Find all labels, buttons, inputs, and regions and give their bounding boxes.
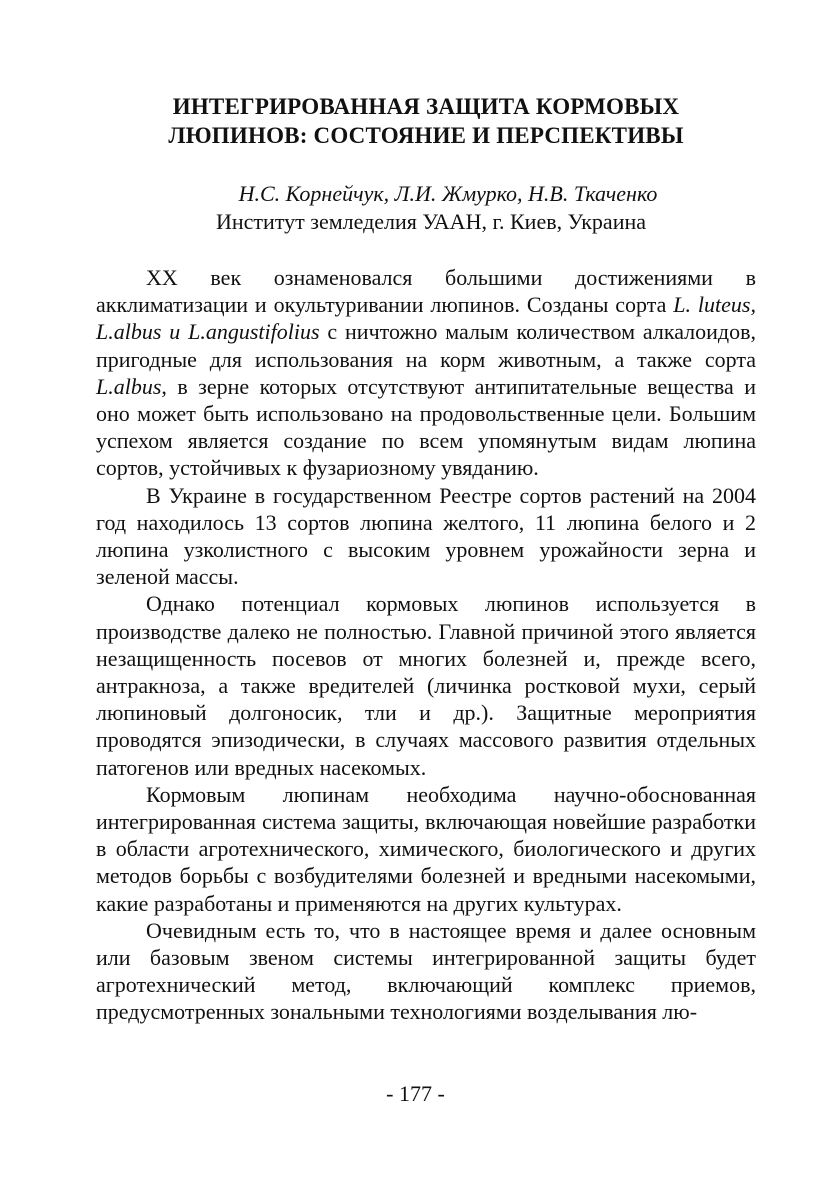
species-names: L. luteus, L.albus и L.angustifolius xyxy=(96,292,756,345)
authors: Н.С. Корнейчук, Л.И. Жмурко, Н.В. Ткаченко xyxy=(238,181,658,206)
title-line-2: ЛЮПИНОВ: СОСТОЯНИЕ И ПЕРСПЕКТИВЫ xyxy=(168,123,684,148)
paragraph-5: Очевидным есть то, что в настоящее время и далее основным или базовым звеном системы интегрированной защиты будет агротехнический метод, включающий комплекс приемов, предусмотренных зональными технологиями возделывания лю- xyxy=(96,917,756,1025)
paragraph-3: Однако потенциал кормовых люпинов используется в производстве далеко не полностью. Главной причиной этого является незащищенность посевов от многих болезней и, прежде всего, антракноза, а также вредителей (личинка ростковой мухи, серый люпиновый долгоносик, тли и др.). Защитные мероприятия проводятся эпизодически, в случаях массового развития отдельных патогенов или вредных насекомых. xyxy=(96,591,756,780)
title-line-1: ИНТЕГРИРОВАННАЯ ЗАЩИТА КОРМОВЫХ xyxy=(172,94,680,119)
document-page xyxy=(96,92,756,1026)
institute: Институт земледелия УААН, г. Киев, Украина xyxy=(216,209,646,234)
paragraph-1-text-c: с ничтожно малым количеством алкалоидов, пригодные для использования на корм животным, а также сорта xyxy=(96,319,756,372)
paragraph-1-text-a: ХХ век ознаменовался большими достижениями в акклиматизации и окультуривании люпинов. Созданы сорта xyxy=(96,265,756,318)
page-number: - 177 - xyxy=(386,1081,445,1106)
article-title xyxy=(96,92,756,150)
species-name-albus: L.albus xyxy=(96,373,162,399)
paragraph-4: Кормовым люпинам необходима научно-обоснованная интегрированная система защиты, включающая новейшие разработки в области агротехнического, химического, биологического и других методов борьбы с возбудителями болезней и вредными насекомыми, какие разработаны и применяются на других культурах. xyxy=(96,781,756,916)
paragraph-1 xyxy=(96,264,756,482)
article-body xyxy=(96,264,756,1026)
paragraph-1-text-e: , в зерне которых отсутствуют антипитательные вещества и оно может быть использовано на продовольственные цели. Большим успехом является создание по всем упомянутым видам люпина сортов, устойчивых к фузариозному увяданию. xyxy=(96,373,756,481)
paragraph-2: В Украине в государственном Реестре сортов растений на 2004 год находилось 13 сортов люпина желтого, 11 люпина белого и 2 люпина узколистного с высоким уровнем урожайности зерна и зеленой массы. xyxy=(96,482,756,590)
